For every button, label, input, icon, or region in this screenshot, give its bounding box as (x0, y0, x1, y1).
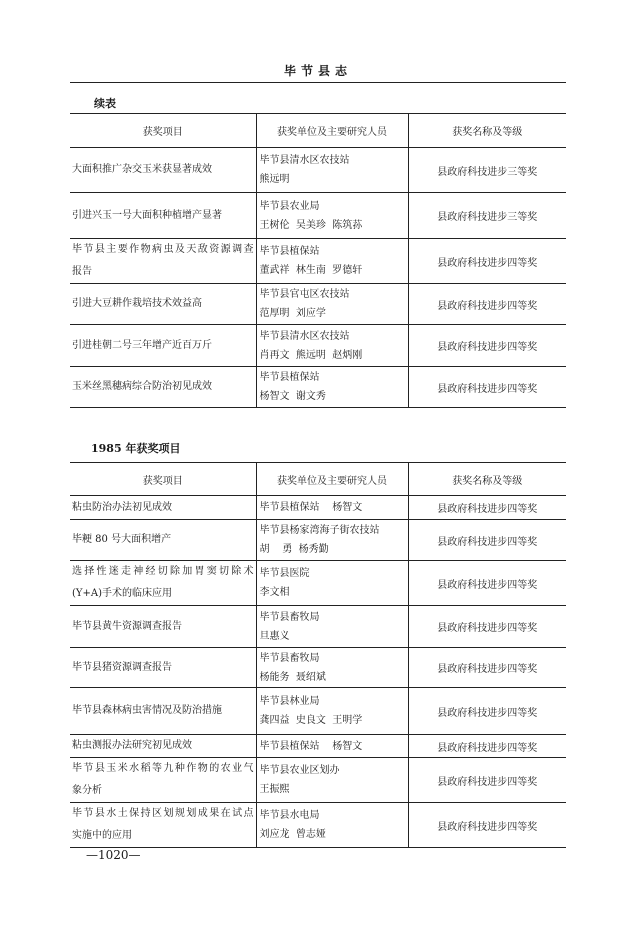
project-cell (70, 606, 256, 648)
unit-name: 毕节县农业区划办 (259, 765, 340, 776)
researchers: 龚四益 史良文 王明学 (259, 715, 363, 726)
researchers: 李文相 (259, 587, 290, 598)
table-row (70, 496, 566, 520)
award-cell: 县政府科技进步三等奖 (408, 148, 566, 193)
unit-cell (256, 496, 408, 520)
awards-table-1985 (70, 462, 566, 848)
table-row (70, 688, 566, 735)
table-row (70, 367, 566, 408)
unit-cell (256, 239, 408, 284)
project-cell (70, 496, 256, 520)
project-text: 毕节县玉米水稻等九种作物的农业气 (72, 763, 254, 774)
researchers: 旦惠义 (259, 630, 290, 642)
award-cell: 县政府科技进步四等奖 (408, 496, 566, 520)
table-header-row (70, 463, 566, 496)
award-cell: 县政府科技进步四等奖 (408, 561, 566, 606)
project-text: 大面积推广杂交玉米获显著成效 (72, 164, 212, 175)
column-header-project: 获奖项目 (70, 463, 256, 496)
unit-name: 毕节县林业局 (259, 696, 320, 707)
table-row (70, 803, 566, 848)
unit-name: 毕节县杨家湾海子街农技站 (259, 525, 380, 536)
researchers: 董武祥 林生南 罗德轩 (259, 265, 363, 276)
project-text: 毕节县猪资源调查报告 (72, 661, 172, 673)
project-text: 引进桂朝二号三年增产近百万斤 (72, 339, 212, 351)
project-cell (70, 284, 256, 325)
project-cell (70, 239, 256, 284)
unit-cell (256, 648, 408, 688)
unit-name: 毕节县植保站 杨智文 (259, 502, 363, 513)
table-row (70, 606, 566, 648)
unit-cell (256, 688, 408, 735)
unit-cell (256, 520, 408, 561)
project-cell (70, 561, 256, 606)
project-cell (70, 803, 256, 848)
project-text: 引进大豆耕作栽培技术效益高 (72, 298, 202, 309)
awards-table-continued (70, 113, 566, 408)
unit-name: 毕节县畜牧局 (259, 652, 320, 664)
project-cell (70, 367, 256, 408)
page-header-title: 毕节县志 (283, 64, 352, 78)
unit-cell (256, 325, 408, 367)
award-cell: 县政府科技进步四等奖 (408, 648, 566, 688)
researchers: 范厚明 刘应学 (259, 308, 326, 319)
researchers: 王树伦 吴美珍 陈筑荪 (259, 219, 363, 231)
unit-cell (256, 193, 408, 239)
unit-cell (256, 758, 408, 803)
table-row (70, 520, 566, 561)
project-cell (70, 148, 256, 193)
page-number: —1020— (86, 848, 141, 862)
award-cell: 县政府科技进步四等奖 (408, 688, 566, 735)
project-cell (70, 648, 256, 688)
project-text: 毕节县水土保持区划规划成果在试点 (72, 808, 254, 819)
project-text: 引进兴玉一号大面积种植增产显著 (72, 209, 222, 221)
awards-table-continued-body (70, 148, 566, 408)
continued-table-caption: 续表 (94, 97, 116, 110)
table-row (70, 193, 566, 239)
unit-cell (256, 735, 408, 758)
project-text: 报告 (72, 266, 92, 277)
award-cell: 县政府科技进步四等奖 (408, 803, 566, 848)
project-text: 玉米丝黑穗病综合防治初见成效 (72, 381, 212, 392)
researchers: 胡 勇 杨秀勤 (259, 544, 329, 555)
project-text: 毕节县森林病虫害情况及防治措施 (72, 705, 222, 716)
unit-name: 毕节县农业局 (259, 200, 320, 212)
column-header-unit: 获奖单位及主要研究人员 (256, 463, 408, 496)
project-text: 毕节县黄牛资源调查报告 (72, 620, 182, 632)
table-row (70, 758, 566, 803)
award-cell: 县政府科技进步四等奖 (408, 735, 566, 758)
column-header-unit: 获奖单位及主要研究人员 (256, 114, 408, 148)
unit-name: 毕节县植保站 杨智文 (259, 740, 363, 752)
project-text: 毕节县主要作物病虫及天敌资源调查 (72, 244, 254, 255)
awards-table-1985-body (70, 496, 566, 848)
award-cell: 县政府科技进步四等奖 (408, 758, 566, 803)
award-cell: 县政府科技进步四等奖 (408, 367, 566, 408)
award-cell: 县政府科技进步四等奖 (408, 284, 566, 325)
project-cell (70, 325, 256, 367)
table-row (70, 148, 566, 193)
unit-cell (256, 148, 408, 193)
unit-name: 毕节县清水区农技站 (259, 330, 350, 342)
award-cell: 县政府科技进步四等奖 (408, 325, 566, 367)
award-cell: 县政府科技进步三等奖 (408, 193, 566, 239)
unit-name: 毕节县医院 (259, 568, 310, 579)
researchers: 杨能务 聂绍斌 (259, 671, 326, 683)
unit-cell (256, 367, 408, 408)
unit-cell (256, 606, 408, 648)
unit-name: 毕节县植保站 (259, 246, 320, 257)
section-heading-1985: 1985 年获奖项目 (91, 442, 181, 455)
project-text: (Y+A)手术的临床应用 (72, 588, 173, 599)
table-row (70, 648, 566, 688)
table-row (70, 561, 566, 606)
award-cell: 县政府科技进步四等奖 (408, 239, 566, 284)
unit-name: 毕节县植保站 (259, 372, 320, 383)
unit-name: 毕节县官屯区农技站 (259, 289, 350, 300)
column-header-award: 获奖名称及等级 (408, 463, 566, 496)
table-header-row (70, 114, 566, 148)
researchers: 肖再文 熊远明 赵炳刚 (259, 349, 363, 361)
table-row (70, 735, 566, 758)
project-cell (70, 688, 256, 735)
header-rule (70, 82, 566, 83)
unit-cell (256, 284, 408, 325)
project-text: 实施中的应用 (72, 830, 132, 841)
unit-cell (256, 803, 408, 848)
project-cell (70, 758, 256, 803)
unit-cell (256, 561, 408, 606)
award-cell: 县政府科技进步四等奖 (408, 606, 566, 648)
researchers: 刘应龙 曾志娅 (259, 829, 326, 840)
table-row (70, 284, 566, 325)
project-cell (70, 735, 256, 758)
column-header-award: 获奖名称及等级 (408, 114, 566, 148)
researchers: 杨智文 谢文秀 (259, 391, 326, 402)
project-text: 选择性迷走神经切除加胃窦切除术 (72, 566, 254, 577)
project-text: 粘虫测报办法研究初见成效 (72, 740, 192, 751)
project-cell (70, 520, 256, 561)
unit-name: 毕节县水电局 (259, 810, 320, 821)
award-cell: 县政府科技进步四等奖 (408, 520, 566, 561)
column-header-project: 获奖项目 (70, 114, 256, 148)
table-row (70, 239, 566, 284)
unit-name: 毕节县畜牧局 (259, 611, 320, 623)
researchers: 王振熙 (259, 784, 290, 795)
table-row (70, 325, 566, 367)
researchers: 熊远明 (259, 174, 290, 185)
project-cell (70, 193, 256, 239)
unit-name: 毕节县清水区农技站 (259, 155, 350, 166)
project-text: 毕粳 80 号大面积增产 (72, 534, 172, 545)
project-text: 粘虫防治办法初见成效 (72, 501, 172, 513)
project-text: 象分析 (72, 785, 102, 796)
